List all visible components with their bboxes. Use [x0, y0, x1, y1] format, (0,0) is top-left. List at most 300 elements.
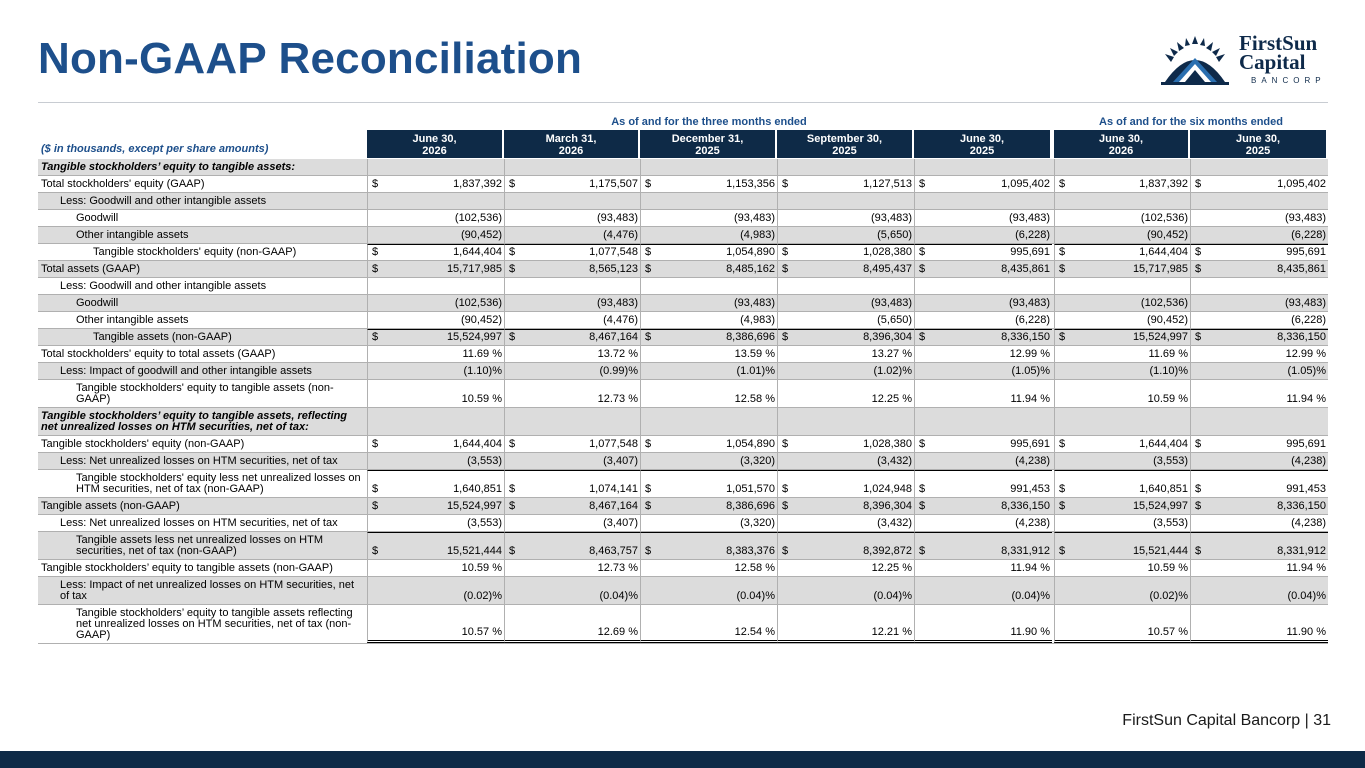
table-row: [38, 295, 1328, 312]
table-row: [38, 193, 1328, 210]
value-cell: [367, 295, 504, 311]
table-row: [38, 436, 1328, 453]
dollar-sign: $: [1059, 246, 1066, 258]
value-cell: [640, 532, 777, 559]
cell-value: 995,691: [1286, 438, 1326, 450]
row-label: Tangible stockholders’ equity to tangible assets reflecting net unrealized losses on HTM securities, net of tax (non-GAAP): [76, 607, 353, 641]
cell-value: (4,238): [1015, 455, 1050, 467]
cell-value: 11.94 %: [1286, 393, 1326, 405]
table-row: [38, 261, 1328, 278]
value-cell: [504, 453, 640, 469]
value-cell: [1190, 176, 1328, 192]
row-label: Less: Net unrealized losses on HTM securities, net of tax: [60, 517, 338, 529]
cell-value: 8,467,164: [589, 331, 638, 343]
value-cell: [1190, 605, 1328, 643]
dollar-sign: $: [1059, 545, 1066, 557]
cell-value: (1.05)%: [1011, 365, 1050, 377]
dollar-sign: $: [782, 331, 789, 343]
cell-value: 10.59 %: [461, 393, 502, 405]
value-cell: [914, 453, 1052, 469]
value-cell: [777, 159, 914, 175]
cell-value: (3,432): [877, 455, 912, 467]
dollar-sign: $: [645, 483, 652, 495]
value-cell: [504, 278, 640, 294]
cell-value: (90,452): [461, 229, 502, 241]
value-cell: [367, 453, 504, 469]
value-cell: [640, 380, 777, 407]
logo-line3: BANCORP: [1251, 76, 1326, 85]
value-cell: [640, 244, 777, 260]
value-cell: [1054, 380, 1190, 407]
value-cell: [367, 380, 504, 407]
cell-value: 15,717,985: [446, 263, 502, 275]
value-cell: [1190, 363, 1328, 379]
value-cell: [1054, 515, 1190, 531]
dollar-sign: $: [509, 438, 516, 450]
dollar-sign: $: [509, 331, 516, 343]
value-cell: [504, 329, 640, 345]
value-cell: [640, 278, 777, 294]
value-cell: [1054, 329, 1190, 345]
cell-value: (6,228): [1015, 314, 1050, 326]
value-cell: [1190, 312, 1328, 328]
value-cell: [914, 380, 1052, 407]
value-cell: [504, 605, 640, 643]
value-cell: [1190, 159, 1328, 175]
value-cell: [1054, 453, 1190, 469]
cell-value: 8,463,757: [589, 545, 638, 557]
cell-value: 10.59 %: [1147, 393, 1188, 405]
cell-value: 11.94 %: [1010, 562, 1050, 574]
value-cell: [1190, 295, 1328, 311]
value-cell: [504, 515, 640, 531]
cell-value: 15,521,444: [1132, 545, 1188, 557]
dollar-sign: $: [372, 246, 379, 258]
value-cell: [504, 577, 640, 604]
row-label: Tangible assets (non-GAAP): [93, 331, 232, 343]
value-cell: [1190, 227, 1328, 243]
cell-value: (4,238): [1291, 455, 1326, 467]
row-label: Less: Impact of goodwill and other intangible assets: [60, 365, 312, 377]
cell-value: 1,077,548: [589, 438, 638, 450]
value-cell: [1190, 244, 1328, 260]
cell-value: 1,644,404: [1139, 438, 1188, 450]
dollar-sign: $: [1195, 263, 1202, 275]
value-cell: [504, 436, 640, 452]
table-row: [38, 380, 1328, 408]
cell-value: 12.54 %: [734, 626, 775, 638]
cell-value: 12.25 %: [871, 393, 912, 405]
value-cell: [640, 498, 777, 514]
cell-value: (0.02)%: [1149, 590, 1188, 602]
cell-value: (102,536): [1140, 297, 1188, 309]
value-cell: [640, 605, 777, 643]
dollar-sign: $: [645, 178, 652, 190]
dollar-sign: $: [782, 246, 789, 258]
value-cell: [914, 193, 1052, 209]
cell-value: (6,228): [1015, 229, 1050, 241]
value-cell: [777, 560, 914, 576]
value-cell: [914, 295, 1052, 311]
value-cell: [1190, 436, 1328, 452]
cell-value: 11.90 %: [1286, 626, 1326, 638]
table-row: [38, 244, 1328, 261]
cell-value: (1.02)%: [873, 365, 912, 377]
cell-value: 13.27 %: [871, 348, 912, 360]
cell-value: 1,837,392: [453, 178, 502, 190]
cell-value: (102,536): [454, 297, 502, 309]
value-cell: [1190, 532, 1328, 559]
value-cell: [1054, 244, 1190, 260]
value-cell: [640, 210, 777, 226]
dollar-sign: $: [1059, 331, 1066, 343]
cell-value: (0.99)%: [599, 365, 638, 377]
value-cell: [1054, 312, 1190, 328]
value-cell: [777, 312, 914, 328]
cell-value: 991,453: [1010, 483, 1050, 495]
value-cell: [1054, 408, 1190, 435]
dollar-sign: $: [645, 331, 652, 343]
cell-value: 1,095,402: [1001, 178, 1050, 190]
dollar-sign: $: [1059, 438, 1066, 450]
row-label: Other intangible assets: [76, 229, 189, 241]
row-label: Tangible stockholders' equity (non-GAAP): [93, 246, 297, 258]
value-cell: [367, 329, 504, 345]
cell-value: 1,054,890: [726, 246, 775, 258]
cell-value: (4,476): [603, 314, 638, 326]
value-cell: [914, 159, 1052, 175]
cell-value: 12.21 %: [871, 626, 912, 638]
value-cell: [777, 498, 914, 514]
value-cell: [367, 176, 504, 192]
value-cell: [367, 436, 504, 452]
value-cell: [640, 227, 777, 243]
dollar-sign: $: [1195, 246, 1202, 258]
cell-value: 11.94 %: [1286, 562, 1326, 574]
dollar-sign: $: [372, 178, 379, 190]
dollar-sign: $: [372, 438, 379, 450]
value-cell: [1054, 159, 1190, 175]
value-cell: [1190, 470, 1328, 497]
value-cell: [1190, 560, 1328, 576]
value-cell: [367, 312, 504, 328]
cell-value: 10.59 %: [461, 562, 502, 574]
cell-value: (93,483): [1009, 212, 1050, 224]
row-label: Tangible stockholders’ equity to tangible assets, reflecting net unrealized losses on HTM securities, net of tax:: [41, 410, 348, 433]
value-cell: [777, 453, 914, 469]
value-cell: [1190, 193, 1328, 209]
cell-value: 1,644,404: [1139, 246, 1188, 258]
value-cell: [640, 295, 777, 311]
value-cell: [640, 312, 777, 328]
dollar-sign: $: [919, 331, 926, 343]
cell-value: (3,407): [603, 517, 638, 529]
cell-value: (93,483): [1009, 297, 1050, 309]
value-cell: [777, 329, 914, 345]
cell-value: 1,153,356: [726, 178, 775, 190]
cell-value: 8,485,162: [726, 263, 775, 275]
value-cell: [777, 346, 914, 362]
cell-value: 1,175,507: [589, 178, 638, 190]
cell-value: (90,452): [461, 314, 502, 326]
value-cell: [1054, 436, 1190, 452]
cell-value: 11.94 %: [1010, 393, 1050, 405]
row-label: Goodwill: [76, 212, 119, 224]
cell-value: 1,077,548: [589, 246, 638, 258]
title-divider: [38, 102, 1328, 103]
value-cell: [367, 577, 504, 604]
table-row: [38, 227, 1328, 244]
company-logo: [1155, 30, 1335, 90]
row-label: Goodwill: [76, 297, 119, 309]
value-cell: [1054, 193, 1190, 209]
cell-value: 8,565,123: [589, 263, 638, 275]
row-label: Other intangible assets: [76, 314, 189, 326]
row-label: Tangible assets less net unrealized losses on HTM securities, net of tax (non-GAAP): [76, 534, 324, 557]
footer-page-label: FirstSun Capital Bancorp | 31: [1122, 712, 1331, 729]
value-cell: [640, 329, 777, 345]
value-cell: [504, 261, 640, 277]
table-row: [38, 312, 1328, 329]
cell-value: 8,396,304: [863, 331, 912, 343]
cell-value: 12.99 %: [1285, 348, 1326, 360]
value-cell: [640, 453, 777, 469]
value-cell: [777, 176, 914, 192]
cell-value: 991,453: [1286, 483, 1326, 495]
value-cell: [777, 193, 914, 209]
cell-value: (93,483): [871, 297, 912, 309]
cell-value: 10.59 %: [1147, 562, 1188, 574]
dollar-sign: $: [509, 178, 516, 190]
value-cell: [777, 261, 914, 277]
value-cell: [367, 193, 504, 209]
dollar-sign: $: [782, 500, 789, 512]
value-cell: [1190, 453, 1328, 469]
row-label: Tangible stockholders' equity (non-GAAP): [41, 438, 245, 450]
value-cell: [640, 363, 777, 379]
row-label: Less: Impact of net unrealized losses on HTM securities, net of tax: [60, 579, 355, 602]
value-cell: [504, 227, 640, 243]
value-cell: [1190, 380, 1328, 407]
cell-value: (90,452): [1147, 229, 1188, 241]
cell-value: 8,435,861: [1001, 263, 1050, 275]
cell-value: (1.10)%: [1149, 365, 1188, 377]
value-cell: [914, 470, 1052, 497]
value-cell: [914, 312, 1052, 328]
cell-value: 15,524,997: [446, 331, 502, 343]
dollar-sign: $: [1059, 500, 1066, 512]
dollar-sign: $: [1195, 331, 1202, 343]
cell-value: 15,524,997: [1132, 331, 1188, 343]
cell-value: 13.72 %: [597, 348, 638, 360]
cell-value: 8,392,872: [863, 545, 912, 557]
value-cell: [1054, 176, 1190, 192]
value-cell: [504, 312, 640, 328]
value-cell: [1054, 295, 1190, 311]
row-label: Less: Goodwill and other intangible assets: [60, 195, 267, 207]
cell-value: (3,553): [467, 455, 502, 467]
value-cell: [1054, 346, 1190, 362]
cell-value: (3,407): [603, 455, 638, 467]
period-header-three-months: As of and for the three months ended: [611, 116, 807, 128]
value-cell: [777, 227, 914, 243]
value-cell: [367, 532, 504, 559]
value-cell: [1190, 278, 1328, 294]
cell-value: (1.10)%: [463, 365, 502, 377]
value-cell: [1054, 261, 1190, 277]
value-cell: [914, 210, 1052, 226]
logo-line1: FirstSun: [1239, 31, 1318, 55]
cell-value: 8,396,304: [863, 500, 912, 512]
value-cell: [777, 577, 914, 604]
cell-value: 8,336,150: [1001, 500, 1050, 512]
cell-value: 1,028,380: [863, 438, 912, 450]
dollar-sign: $: [1195, 483, 1202, 495]
value-cell: [777, 532, 914, 559]
value-cell: [914, 498, 1052, 514]
dollar-sign: $: [782, 545, 789, 557]
cell-value: (3,553): [467, 517, 502, 529]
value-cell: [367, 159, 504, 175]
value-cell: [640, 176, 777, 192]
cell-value: (93,483): [597, 297, 638, 309]
value-cell: [367, 515, 504, 531]
dollar-sign: $: [919, 246, 926, 258]
cell-value: 8,336,150: [1001, 331, 1050, 343]
page-title: Non-GAAP Reconciliation: [38, 34, 583, 83]
table-row: [38, 329, 1328, 346]
cell-value: 8,336,150: [1277, 331, 1326, 343]
cell-value: 1,644,404: [453, 246, 502, 258]
value-cell: [1054, 560, 1190, 576]
value-cell: [504, 295, 640, 311]
value-cell: [504, 380, 640, 407]
column-header: March 31, 2026: [504, 130, 638, 158]
value-cell: [504, 470, 640, 497]
dollar-sign: $: [782, 178, 789, 190]
value-cell: [914, 278, 1052, 294]
value-cell: [367, 346, 504, 362]
dollar-sign: $: [372, 483, 379, 495]
value-cell: [1054, 605, 1190, 643]
value-cell: [504, 159, 640, 175]
dollar-sign: $: [509, 500, 516, 512]
value-cell: [777, 210, 914, 226]
cell-value: 12.73 %: [597, 562, 638, 574]
column-header: June 30, 2026: [367, 130, 502, 158]
row-label: Less: Net unrealized losses on HTM securities, net of tax: [60, 455, 338, 467]
cell-value: 8,331,912: [1001, 545, 1050, 557]
cell-value: (93,483): [871, 212, 912, 224]
row-label: Total stockholders' equity (GAAP): [41, 178, 205, 190]
column-header: June 30, 2025: [914, 130, 1050, 158]
dollar-sign: $: [1195, 438, 1202, 450]
cell-value: 11.69 %: [462, 348, 502, 360]
cell-value: (0.02)%: [463, 590, 502, 602]
table-row: [38, 532, 1328, 560]
dollar-sign: $: [509, 545, 516, 557]
value-cell: [1190, 210, 1328, 226]
column-header: June 30, 2026: [1054, 130, 1188, 158]
cell-value: 11.90 %: [1010, 626, 1050, 638]
cell-value: (93,483): [597, 212, 638, 224]
value-cell: [367, 244, 504, 260]
cell-value: 1,095,402: [1277, 178, 1326, 190]
value-cell: [914, 244, 1052, 260]
value-cell: [640, 261, 777, 277]
dollar-sign: $: [1059, 483, 1066, 495]
cell-value: 10.57 %: [1147, 626, 1188, 638]
cell-value: (90,452): [1147, 314, 1188, 326]
value-cell: [1054, 470, 1190, 497]
value-cell: [777, 436, 914, 452]
cell-value: (0.04)%: [736, 590, 775, 602]
dollar-sign: $: [509, 263, 516, 275]
dollar-sign: $: [919, 178, 926, 190]
cell-value: 12.25 %: [871, 562, 912, 574]
table-row: [38, 498, 1328, 515]
dollar-sign: $: [1059, 263, 1066, 275]
dollar-sign: $: [919, 545, 926, 557]
dollar-sign: $: [645, 438, 652, 450]
cell-value: 1,074,141: [589, 483, 638, 495]
section-header-row: [38, 159, 1328, 176]
value-cell: [1054, 577, 1190, 604]
cell-value: (3,320): [740, 517, 775, 529]
cell-value: (93,483): [1285, 297, 1326, 309]
cell-value: 8,386,696: [726, 331, 775, 343]
value-cell: [1190, 498, 1328, 514]
value-cell: [1054, 532, 1190, 559]
row-label: Tangible stockholders’ equity to tangible assets (non-GAAP): [41, 562, 333, 574]
value-cell: [1190, 346, 1328, 362]
value-cell: [504, 244, 640, 260]
value-cell: [914, 577, 1052, 604]
cell-value: 12.58 %: [734, 562, 775, 574]
cell-value: 995,691: [1010, 246, 1050, 258]
cell-value: (6,228): [1291, 314, 1326, 326]
table-row: [38, 210, 1328, 227]
cell-value: (4,983): [740, 314, 775, 326]
value-cell: [640, 560, 777, 576]
value-cell: [640, 470, 777, 497]
cell-value: (3,320): [740, 455, 775, 467]
column-header: June 30, 2025: [1190, 130, 1326, 158]
value-cell: [914, 605, 1052, 643]
cell-value: 8,435,861: [1277, 263, 1326, 275]
cell-value: 8,383,376: [726, 545, 775, 557]
table-header-row: [38, 130, 1328, 158]
logo-line2: Capital: [1239, 50, 1306, 74]
cell-value: 15,521,444: [446, 545, 502, 557]
cell-value: 1,837,392: [1139, 178, 1188, 190]
table-row: [38, 176, 1328, 193]
cell-value: (5,650): [877, 314, 912, 326]
table-row: [38, 453, 1328, 470]
cell-value: 1,644,404: [453, 438, 502, 450]
table-row: [38, 560, 1328, 577]
value-cell: [1054, 210, 1190, 226]
cell-value: 1,028,380: [863, 246, 912, 258]
value-cell: [777, 470, 914, 497]
cell-value: 12.99 %: [1009, 348, 1050, 360]
dollar-sign: $: [372, 545, 379, 557]
period-header-six-months: As of and for the six months ended: [1099, 116, 1283, 128]
cell-value: (93,483): [1285, 212, 1326, 224]
value-cell: [777, 408, 914, 435]
cell-value: (3,553): [1153, 517, 1188, 529]
row-label: Tangible stockholders' equity to tangible assets (non-GAAP): [76, 382, 334, 405]
